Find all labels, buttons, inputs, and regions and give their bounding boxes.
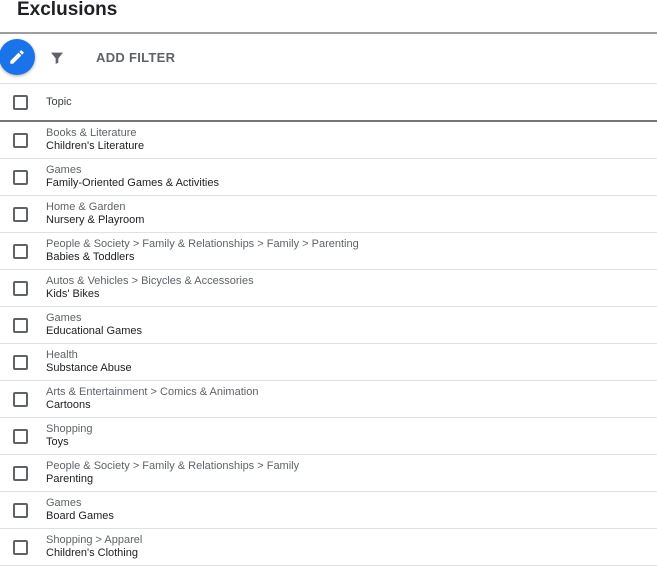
pencil-icon [8, 48, 26, 66]
topic-path: Home & Garden [46, 201, 126, 213]
table-row [0, 381, 657, 418]
topic-name: Babies & Toddlers [46, 251, 135, 263]
table-row [0, 492, 657, 529]
row-checkbox[interactable] [13, 540, 28, 555]
topic-name: Parenting [46, 473, 94, 485]
topic-path: People & Society > Family & Relationships > Family > Parenting [46, 238, 359, 250]
add-filter-button[interactable]: ADD FILTER [96, 50, 176, 65]
table-row [0, 418, 657, 455]
row-checkbox[interactable] [13, 429, 28, 444]
topic-name: Family-Oriented Games & Activities [46, 177, 219, 189]
table-row [0, 233, 657, 270]
row-checkbox[interactable] [13, 466, 28, 481]
table-row [0, 122, 657, 159]
table-header [0, 84, 657, 122]
topic-name: Cartoons [46, 399, 91, 411]
table-row [0, 159, 657, 196]
row-checkbox[interactable] [13, 244, 28, 259]
table-row [0, 455, 657, 492]
row-checkbox[interactable] [13, 318, 28, 333]
table-row [0, 529, 657, 566]
topic-name: Substance Abuse [46, 362, 132, 374]
row-checkbox[interactable] [13, 281, 28, 296]
topic-path: Autos & Vehicles > Bicycles & Accessories [46, 275, 254, 287]
edit-button[interactable] [0, 39, 35, 75]
topic-path: Games [46, 164, 82, 176]
row-checkbox[interactable] [13, 503, 28, 518]
row-checkbox[interactable] [13, 133, 28, 148]
row-checkbox[interactable] [13, 392, 28, 407]
select-all-checkbox[interactable] [13, 95, 28, 110]
topic-name: Children's Clothing [46, 547, 138, 559]
table-row [0, 307, 657, 344]
topic-name: Toys [46, 436, 69, 448]
table-row [0, 196, 657, 233]
row-checkbox[interactable] [13, 170, 28, 185]
topic-name: Kids' Bikes [46, 288, 100, 300]
page-title: Exclusions [17, 0, 118, 20]
exclusions-table [0, 122, 657, 566]
topic-name: Nursery & Playroom [46, 214, 145, 226]
topic-name: Board Games [46, 510, 114, 522]
topic-path: Shopping [46, 423, 93, 435]
topic-path: Games [46, 312, 82, 324]
topic-path: Health [46, 349, 78, 361]
topic-name: Educational Games [46, 325, 142, 337]
toolbar [0, 34, 657, 84]
column-header-topic[interactable]: Topic [46, 96, 72, 108]
table-row [0, 270, 657, 307]
funnel-icon[interactable] [49, 50, 65, 66]
topic-name: Children's Literature [46, 140, 145, 152]
table-row [0, 344, 657, 381]
topic-path: Books & Literature [46, 127, 137, 139]
topic-path: People & Society > Family & Relationships > Family [46, 460, 300, 472]
topic-path: Arts & Entertainment > Comics & Animation [46, 386, 259, 398]
row-checkbox[interactable] [13, 207, 28, 222]
topic-path: Shopping > Apparel [46, 534, 143, 546]
row-checkbox[interactable] [13, 355, 28, 370]
topic-path: Games [46, 497, 82, 509]
